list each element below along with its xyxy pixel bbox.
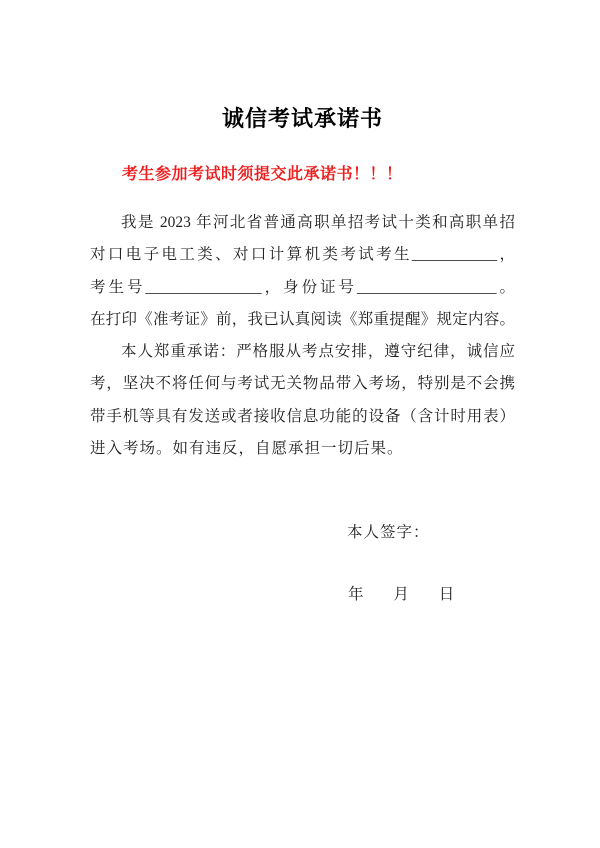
date-day-label: 日 [438,586,455,604]
signature-row [90,517,515,549]
document-title: 诚信考试承诺书 [221,106,383,131]
body-line: 本人郑重承诺：严格服从考点安排，遵守纪律，诚信应 [121,343,515,361]
date-row [90,579,515,611]
notice-line: 考生参加考试时须提交此承诺书！！！ [122,166,403,183]
date-year-label: 年 [348,586,364,604]
body-line: 考，坚决不将任何与考试无关物品带入考场，特别是不会携 [90,375,515,393]
body-line: 带手机等具有发送或者接收信息功能的设备（含计时用表） [90,407,515,425]
document-body [90,207,515,465]
paragraph-1 [90,207,515,336]
body-line: 考生号_______________，身份证号__________________。 [90,278,515,296]
body-line: 对口电子电工类、对口计算机类考试考生___________， [90,246,515,264]
date-month-label: 月 [393,586,409,604]
signature-label: 本人签字： [347,524,430,542]
paragraph-2 [90,336,515,465]
body-line: 我是 2023 年河北省普通高职单招考试十类和高职单招 [121,214,515,231]
body-line: 在打印《准考证》前，我已认真阅读《郑重提醒》规定内容。 [90,310,515,328]
body-line: 进入考场。如有违反，自愿承担一切后果。 [90,440,404,458]
